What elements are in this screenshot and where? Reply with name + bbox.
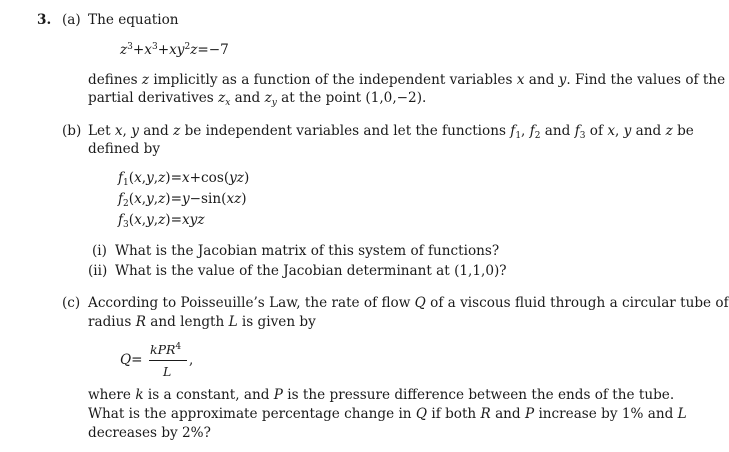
part-a-intro: The equation	[88, 12, 179, 28]
part-b-equation-f2: $f_2(x,y,z)=y-\sin(xz)$	[118, 191, 247, 209]
part-c-label: (c)	[62, 295, 81, 311]
part-b-text-line-1: Let x, y and z be independent variables and let the functions $f_1$, $f_2$ and $f_3$ of x, y and z be	[88, 123, 694, 141]
formula-comma: ,	[189, 352, 194, 368]
part-a-label: (a)	[62, 12, 81, 28]
part-b-label: (b)	[62, 123, 82, 139]
part-a-equation: $z^3+x^3+xy^2z=-7$	[120, 42, 229, 58]
question-number: 3.	[37, 12, 52, 28]
part-c-text-line-3: where k is a constant, and P is the pressure difference between the ends of the tube.	[88, 387, 675, 403]
part-a-text-line-1: defines z implicitly as a function of the independent variables x and y. Find the values of the	[88, 72, 726, 88]
formula-lhs: Q=	[120, 352, 143, 368]
part-b-sub-ii-label: (ii)	[88, 263, 108, 279]
formula-denominator: L	[163, 364, 172, 379]
part-c-text-line-2: radius R and length L is given by	[88, 314, 316, 330]
part-b-equation-f3: $f_3(x,y,z)=xyz$	[118, 212, 205, 230]
part-c-text-line-4: What is the approximate percentage change in Q if both R and P increase by 1% and L	[88, 406, 687, 422]
part-b-sub-ii-text: What is the value of the Jacobian determinant at (1,1,0)?	[115, 263, 507, 279]
part-b-sub-i-label: (i)	[92, 243, 107, 259]
poiseuille-formula	[120, 342, 220, 382]
part-c-text-line-1: According to Poisseuille’s Law, the rate of flow Q of a viscous fluid through a circular tube of	[88, 295, 729, 311]
part-c-text-line-5: decreases by 2%?	[88, 425, 211, 441]
formula-numerator: kPR$^4$	[150, 342, 182, 357]
fraction-bar	[149, 360, 187, 361]
part-b-text-line-2: defined by	[88, 141, 161, 157]
part-a-text-line-2: partial derivatives $z_x$ and $z_y$ at the point (1,0,−2).	[88, 90, 427, 108]
part-b-equation-f1: $f_1(x,y,z)=x+\cos(yz)$	[118, 170, 250, 188]
part-b-sub-i-text: What is the Jacobian matrix of this system of functions?	[115, 243, 500, 259]
